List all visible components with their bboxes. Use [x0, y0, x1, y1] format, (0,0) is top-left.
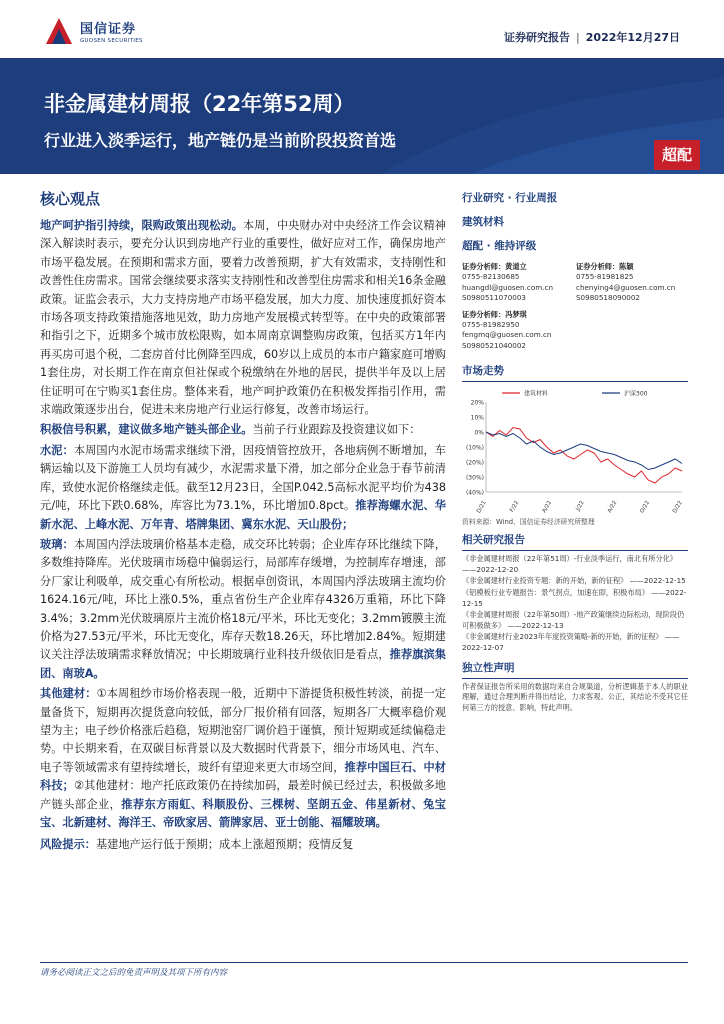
independence-body: 作者保证报告所采用的数据均来自合规渠道，分析逻辑基于本人的职业理解，通过合理判断并得出结论，力求客观、公正，其结论不受其它任何第三方的授意、影响，特此声明。	[462, 681, 688, 712]
sidebar-category: 行业研究 · 行业周报	[462, 192, 558, 204]
sidebar	[462, 190, 688, 713]
core-title: 核心观点	[40, 190, 101, 208]
y-tick-label: (10%)	[465, 444, 484, 452]
y-tick-label: 10%	[470, 414, 484, 422]
y-tick-label: (20%)	[465, 459, 484, 467]
analyst-cert: S0980521040002	[462, 340, 527, 350]
para-other-mid: ②其他建材：地产托底政策仍在持续加码，最差时候已经过去，积极做多地产链头部企业，	[40, 779, 446, 811]
y-tick-label: 20%	[470, 399, 484, 407]
report-title: 非金属建材周报（22年第52周）	[44, 92, 355, 116]
related-report-item[interactable]: 《非金属建材周报（22年第51周）-行业淡季运行，南北有所分化》 ——2022-12-20	[462, 554, 677, 574]
legend-label: 沪深300	[624, 390, 648, 398]
para-risk	[40, 836, 446, 854]
x-tick-label: J/22	[575, 500, 586, 513]
series-line-building-materials	[486, 428, 682, 484]
para-signal-body: 当前子行业跟踪及投资建议如下：	[252, 423, 421, 437]
analyst-email[interactable]: fengmq@guosen.com.cn	[462, 330, 552, 340]
market-trend-title: 市场走势	[462, 363, 688, 382]
report-type: 证券研究报告	[504, 31, 571, 44]
para-glass-recommend: 推荐旗滨集团、南玻A。	[40, 648, 446, 680]
series-line-csi300	[486, 432, 682, 470]
sidebar-industry: 建筑材料	[462, 216, 504, 228]
para-glass-highlight: 玻璃：	[40, 537, 74, 551]
analyst-phone: 0755-81981825	[576, 272, 634, 282]
analyst-title: 证券分析师：冯梦琪	[462, 309, 527, 319]
x-tick-label: D/21	[475, 500, 488, 515]
analyst-phone: 0755-82130685	[462, 272, 520, 282]
analyst-email[interactable]: huangdl@guosen.com.cn	[462, 282, 554, 292]
analyst-list	[462, 262, 688, 357]
footer-divider	[40, 962, 688, 963]
market-trend-chart	[462, 386, 688, 514]
related-report-item[interactable]: 《铝模板行业专题报告：景气拐点，加速在即，积极布局》 ——2022-12-15	[462, 588, 687, 608]
para-cement-body: 本周国内水泥市场需求继续下滑，因疫情管控放开，各地病例不断增加，车辆运输以及下游施工人员均有减少，水泥需求量下滑，加之部分企业急于春节前清库，致使水泥价格继续走低。截至12月23日，全国P.042.5高标水泥平均价为438元/吨，环比下跌0.68%，库容比为73.1%，环比增加0.8pct。	[40, 443, 446, 513]
analyst-card	[462, 262, 570, 304]
logo-en: GUOSEN SECURITIES	[80, 38, 143, 44]
related-reports-title: 相关研究报告	[462, 532, 688, 551]
para-signal-highlight: 积极信号积累，建议做多地产链头部企业。	[40, 423, 253, 437]
report-date: 2022年12月27日	[585, 31, 680, 44]
rating-badge: 超配	[654, 140, 700, 170]
x-tick-label: F/22	[509, 500, 521, 514]
para-cement	[40, 442, 446, 534]
analyst-title: 证券分析师：黄道立	[462, 262, 527, 271]
analyst-title: 证券分析师：陈颖	[576, 262, 634, 271]
footer-disclaimer: 请务必阅读正文之后的免责声明及其项下所有内容	[40, 968, 228, 978]
para-glass	[40, 536, 446, 683]
x-tick-label: O/22	[639, 500, 652, 515]
logo-cn: 国信证券	[80, 22, 137, 37]
para-risk-highlight: 风险提示：	[40, 838, 96, 852]
sidebar-rating: 超配 · 维持评级	[462, 240, 537, 252]
para-policy-highlight: 地产呵护指引持续，限购政策出现松动。	[40, 219, 244, 232]
legend-label: 建筑材料	[524, 390, 549, 398]
y-tick-label: (30%)	[465, 474, 484, 482]
para-other-highlight: 其他建材：	[40, 687, 97, 701]
para-policy	[40, 217, 446, 419]
x-tick-label: D/22	[671, 500, 684, 515]
report-subtitle: 行业进入淡季运行，地产链仍是当前阶段投资首选	[44, 131, 397, 150]
analyst-cert: S0980511070003	[462, 293, 527, 303]
related-report-item[interactable]: 《非金属建材行业2023年年度投资策略-新的开始，新的征程》 ——2022-12-07	[462, 632, 680, 652]
chart-source: 资料来源：Wind、国信证券经济研究所整理	[462, 518, 595, 527]
para-cement-recommend: 推荐海螺水泥、华新水泥、上峰水泥、万年青、塔牌集团、冀东水泥、天山股份；	[40, 499, 446, 531]
analyst-phone: 0755-81982950	[462, 320, 520, 330]
para-glass-body: 本周国内浮法玻璃价格基本走稳，成交环比转弱；企业库存环比继续下降，多数维持降库。光伏玻璃市场稳中偏弱运行，局部库存缓增，为控制库存增速，部分厂家让利吸单，成交重心有所松动。根据卓创资讯，本周国内浮法玻璃主流均价1624.16元/吨，环比上涨0.5%，重点省份生产企业库存4326万重箱，环比下降3.4%；3.2mm光伏玻璃原片主流价格18元/平米，环比无变化；3.2mm镀膜主流价格为27.53元/平米，环比无变化，库存天数18.26天，环比增加2.84%。短期建议关注浮法玻璃需求释放情况；中长期玻璃行业科技升级依旧是看点，	[40, 537, 446, 662]
para-cement-highlight: 水泥：	[40, 443, 74, 457]
analyst-email[interactable]: chenying4@guosen.com.cn	[576, 282, 676, 292]
guosen-logo-icon	[44, 16, 74, 46]
title-banner	[0, 58, 724, 174]
core-views	[40, 188, 446, 857]
analyst-card	[576, 262, 688, 304]
independence-title: 独立性声明	[462, 660, 688, 679]
analyst-cert: S0980518090002	[576, 293, 641, 303]
y-tick-label: (40%)	[465, 489, 484, 497]
report-meta: 证券研究报告 | 2022年12月27日	[504, 31, 680, 44]
trend-chart-svg	[462, 386, 688, 514]
para-policy-body: 本周，中央财办对中央经济工作会议精神深入解读时表示，要充分认识到房地产行业的重要性，做好应对工作，确保房地产市场平稳发展。在预期和需求方面，要着力改善预期，扩大有效需求，支持刚性和改善性住房需求。国常会继续要求落实支持刚性和改善型住房需求和相关16条金融政策。证监会表示，大力支持房地产市场平稳发展，加大力度、加快速度抓好资本市场各项支持政策措施落地见效，助力房地产发展模式转型等。在中央的政策部署和指引之下，近期多个城市放松限购，如本周南京调整购房政策，包括买方1年内再买房可退个税，二套房首付比例降至四成，60岁以上成员的本市户籍家庭可增购1套住房，对长期工作在南京但社保或个税缴纳在外地的居民，提供半年及以上居住证明可在宁购买1套住房。整体来看，地产呵护政策仍在积极发挥指引作用，需求端政策逐步出台，促进未来房地产行业运行修复，改善市场运行。	[40, 219, 446, 417]
para-other-body: ①本周租纱市场价格表现一般，近期中下游提货积极性转淡，前提一定量备货下，短期再次提货意向较低，部分厂报价稍有回落，短期各厂大概率稳价观望为主；电子纱价格涨后趋稳，短期池窑厂调价趋于谨慎，预计短期或延续偏稳走势。中长期来看，在双碳目标背景以及大数据时代背景下，细分市场风电、汽车、电子等领域需求有望持续增长，玻纤有望迎来更大市场空间，	[40, 687, 446, 774]
related-report-item[interactable]: 《非金属建材行业投资专题：新的开始，新的征程》 ——2022-12-15	[462, 576, 686, 586]
para-risk-body: 基建地产运行低于预期；成本上涨超预期；疫情反复	[95, 838, 354, 852]
para-other-recommend-1: 推荐中国巨石、中材科技；	[40, 760, 446, 793]
related-report-item[interactable]: 《非金属建材周报（22年第50周）-地产政策继续边际松动，现阶段仍可积极做多》 ——2022-12-13	[462, 610, 685, 630]
para-other	[40, 685, 446, 832]
para-other-recommend-2: 推荐东方雨虹、科顺股份、三棵树、坚朗五金、伟星新材、兔宝宝、北新建材、海洋王、帝欧家居、箭牌家居、亚士创能、福耀玻璃。	[40, 797, 446, 829]
analyst-card	[462, 310, 570, 352]
top-bar	[0, 0, 724, 58]
y-tick-label: 0%	[474, 429, 484, 437]
logo	[44, 16, 143, 46]
x-tick-label: A/22	[606, 500, 619, 515]
x-tick-label: A/22	[541, 500, 554, 515]
para-signal	[40, 421, 446, 439]
